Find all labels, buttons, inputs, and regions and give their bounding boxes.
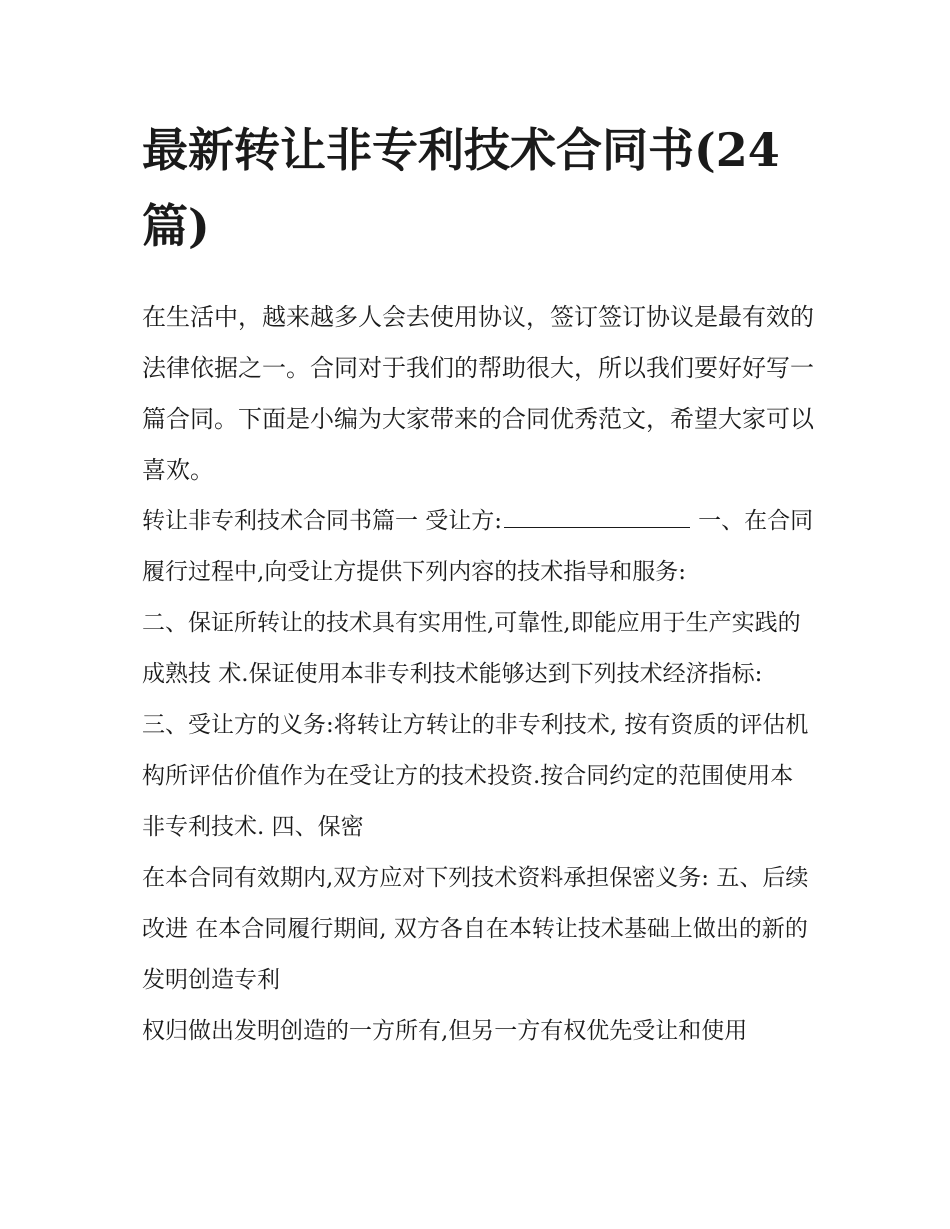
transferee-blank-line <box>504 505 690 528</box>
clause-paragraph: 在本合同有效期内,双方应对下列技术资料承担保密义务: 五、后续改进 在本合同履行期间, 双方各自在本转让技术基础上做出的新的发明创造专利 <box>142 865 809 993</box>
clause-paragraph: 二、保证所转让的技术具有实用性,可靠性,即能应用于生产实践的成熟技 术.保证使用本非专利技术能够达到下列技术经济指标: <box>142 610 801 687</box>
clause-paragraph: 权归做出发明创造的一方所有,但另一方有权优先受让和使用 <box>142 1018 748 1044</box>
section-heading-text: 转让非专利技术合同书篇一 受让方: <box>142 508 503 534</box>
contract-section-heading <box>142 496 814 598</box>
section-after-blank: 一、在合同履行过程中,向受让方提供下列内容的技术指导和服务: <box>142 508 814 585</box>
document-page <box>142 112 814 1057</box>
clause-paragraph: 三、受让方的义务:将转让方转让的非专利技术, 按有资质的评估机构所评估价值作为在受让方的技术投资.按合同约定的范围使用本非专利技术. 四、保密 <box>142 712 809 840</box>
document-title: 最新转让非专利技术合同书(24篇) <box>142 123 780 253</box>
intro-paragraph: 在生活中，越来越多人会去使用协议，签订签订协议是最有效的法律依据之一。合同对于我们的帮助很大，所以我们要好好写一篇合同。下面是小编为大家带来的合同优秀范文，希望大家可以喜欢。 <box>142 303 814 484</box>
